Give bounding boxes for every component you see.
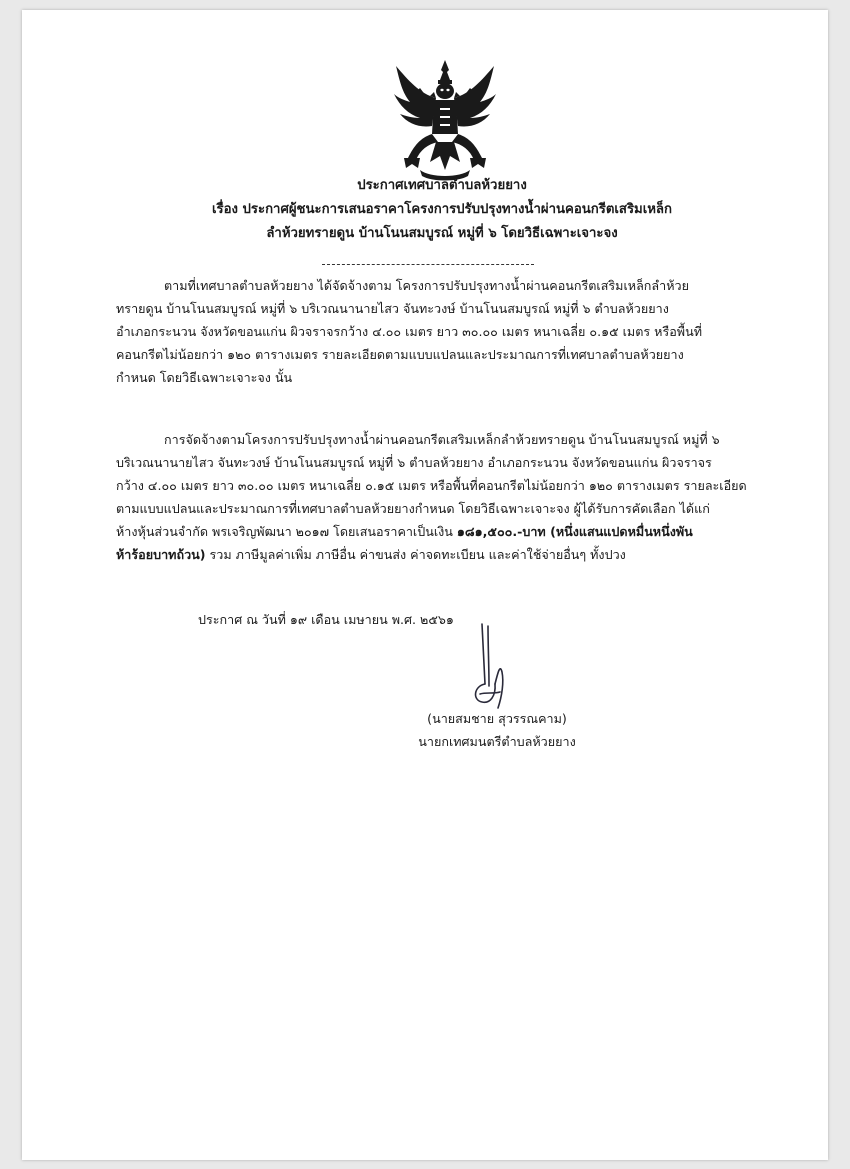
- paragraph-2-line: [116, 543, 776, 566]
- paragraph-2-line: การจัดจ้างตามโครงการปรับปรุงทางน้ำผ่านคอนกรีตเสริมเหล็กลำห้วยทรายดูน บ้านโนนสมบูรณ์ หมู่ที่ ๖: [164, 432, 720, 447]
- price-inclusions: รวม ภาษีมูลค่าเพิ่ม ภาษีอื่น ค่าขนส่ง ค่าจดทะเบียน และค่าใช้จ่ายอื่นๆ ทั้งปวง: [205, 547, 626, 562]
- announcement-title: ประกาศเทศบาลตำบลห้วยยาง: [357, 178, 527, 193]
- paragraph-2-line: บริเวณนานายไสว จันทะวงษ์ บ้านโนนสมบูรณ์ หมู่ที่ ๖ ตำบลห้วยยาง อำเภอกระนวน จังหวัดขอนแก่น ผิวจราจร: [116, 455, 712, 470]
- dashed-divider: [322, 264, 534, 265]
- paragraph-1: [116, 274, 776, 389]
- paragraph-1-line: กำหนด โดยวิธีเฉพาะเจาะจง นั้น: [116, 370, 293, 385]
- winner-text: ห้างหุ้นส่วนจำกัด พรเจริญพัฒนา ๒๐๑๗ โดยเสนอราคาเป็นเงิน: [116, 524, 457, 539]
- subject-line-2: ลำห้วยทรายดูน บ้านโนนสมบูรณ์ หมู่ที่ ๖ โดยวิธีเฉพาะเจาะจง: [266, 226, 618, 241]
- price-amount-words: ห้าร้อยบาทถ้วน): [116, 547, 206, 562]
- paragraph-1-line: คอนกรีตไม่น้อยกว่า ๑๒๐ ตารางเมตร รายละเอียดตามแบบแปลนและประมาณการที่เทศบาลตำบลห้วยยาง: [116, 347, 684, 362]
- signatory-position: นายกเทศมนตรีตำบลห้วยยาง: [418, 734, 576, 749]
- handwritten-signature: [468, 622, 514, 714]
- paragraph-1-line: ตามที่เทศบาลตำบลห้วยยาง ได้จัดจ้างตาม โครงการปรับปรุงทางน้ำผ่านคอนกรีตเสริมเหล็กลำห้วย: [164, 278, 689, 293]
- garuda-emblem-icon: [390, 58, 500, 184]
- paragraph-2: [116, 428, 776, 566]
- paragraph-2-line: [116, 520, 776, 543]
- paragraph-1-line: ทรายดูน บ้านโนนสมบูรณ์ หมู่ที่ ๖ บริเวณนานายไสว จันทะวงษ์ บ้านโนนสมบูรณ์ หมู่ที่ ๖ ตำบลห้วยยาง: [116, 301, 669, 316]
- price-amount: ๑๘๑,๕๐๐.-บาท (หนึ่งแสนแปดหมื่นหนึ่งพัน: [456, 524, 693, 539]
- subject-line-1: เรื่อง ประกาศผู้ชนะการเสนอราคาโครงการปรับปรุงทางน้ำผ่านคอนกรีตเสริมเหล็ก: [211, 202, 672, 217]
- announcement-date: ประกาศ ณ วันที่ ๑๙ เดือน เมษายน พ.ศ. ๒๕๖๑: [198, 612, 454, 627]
- paragraph-2-line: กว้าง ๔.๐๐ เมตร ยาว ๓๐.๐๐ เมตร หนาเฉลี่ย ๐.๑๕ เมตร หรือพื้นที่คอนกรีตไม่น้อยกว่า ๑๒๐ ตารางเมตร รายละเอียด: [116, 478, 747, 493]
- paragraph-2-line: ตามแบบแปลนและประมาณการที่เทศบาลตำบลห้วยยางกำหนด โดยวิธีเฉพาะเจาะจง ผู้ได้รับการคัดเลือก ได้แก่: [116, 501, 710, 516]
- signatory-name: (นายสมชาย สุวรรณคาม): [427, 711, 567, 726]
- paragraph-1-line: อำเภอกระนวน จังหวัดขอนแก่น ผิวจราจรกว้าง ๔.๐๐ เมตร ยาว ๓๐.๐๐ เมตร หนาเฉลี่ย ๐.๑๕ เมตร หรือพื้นที่: [116, 324, 702, 339]
- document-page: [22, 10, 828, 1160]
